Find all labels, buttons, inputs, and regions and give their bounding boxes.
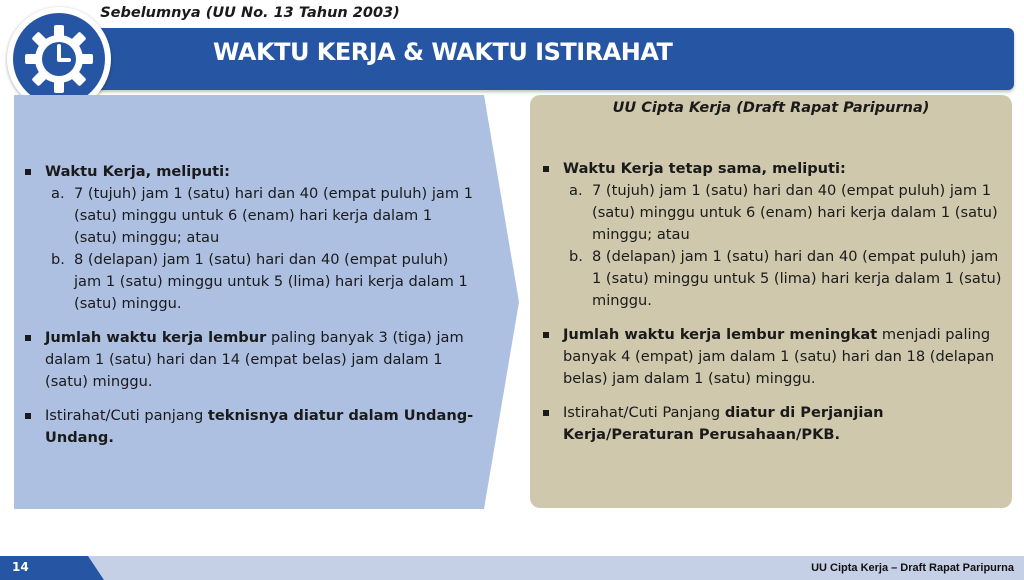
page-number: 14 bbox=[12, 560, 29, 574]
list-letter: a. bbox=[569, 182, 583, 199]
left-overtime-bold: Jumlah waktu kerja lembur bbox=[45, 329, 267, 346]
list-letter: b. bbox=[51, 251, 65, 268]
right-bullet-leave bbox=[540, 402, 1006, 446]
right-sub-item-a bbox=[540, 180, 1006, 246]
right-bullet-label: Waktu Kerja tetap sama, meliputi: bbox=[563, 160, 846, 177]
right-sub-item-text: 8 (delapan) jam 1 (satu) hari dan 40 (empat puluh) jam 1 (satu) minggu untuk 5 (lima) hari kerja dalam 1 (satu) minggu. bbox=[592, 248, 1002, 309]
left-bullet-overtime bbox=[22, 327, 477, 393]
right-bullet-working-time bbox=[540, 158, 1006, 180]
square-bullet-icon bbox=[543, 166, 549, 172]
left-sub-item-text: 7 (tujuh) jam 1 (satu) hari dan 40 (empat puluh) jam 1 (satu) minggu untuk 6 (enam) hari kerja dalam 1 (satu) minggu; atau bbox=[74, 185, 473, 246]
left-bullet-label: Waktu Kerja, meliputi: bbox=[45, 163, 230, 180]
right-overtime-text: menjadi paling banyak 4 (empat) jam dalam 1 (satu) hari dan 18 (delapan belas) jam dalam 1 (satu) minggu. bbox=[563, 326, 995, 387]
right-panel-content bbox=[540, 158, 1006, 446]
left-leave-text: Istirahat/Cuti panjang bbox=[45, 407, 208, 424]
left-sub-item-b bbox=[22, 249, 477, 315]
left-leave-bold: teknisnya diatur dalam Undang-Undang. bbox=[45, 407, 474, 446]
footer-text: UU Cipta Kerja – Draft Rapat Paripurna bbox=[811, 562, 1014, 574]
square-bullet-icon bbox=[25, 413, 31, 419]
right-sub-item-b bbox=[540, 246, 1006, 312]
page-title: WAKTU KERJA & WAKTU ISTIRAHAT bbox=[213, 38, 673, 66]
left-sub-item-text: 8 (delapan) jam 1 (satu) hari dan 40 (empat puluh) jam 1 (satu) minggu untuk 5 (lima) hari kerja dalam 1 (satu) minggu. bbox=[74, 251, 468, 312]
right-bullet-overtime bbox=[540, 324, 1006, 390]
square-bullet-icon bbox=[25, 169, 31, 175]
left-overtime-text: paling banyak 3 (tiga) jam dalam 1 (satu) hari dan 14 (empat belas) jam dalam 1 (satu) minggu. bbox=[45, 329, 464, 390]
logo-background bbox=[13, 13, 105, 105]
right-sub-item-text: 7 (tujuh) jam 1 (satu) hari dan 40 (empat puluh) jam 1 (satu) minggu untuk 6 (enam) hari kerja dalam 1 (satu) minggu; atau bbox=[592, 182, 998, 243]
left-bullet-leave bbox=[22, 405, 477, 449]
right-leave-text: Istirahat/Cuti Panjang bbox=[563, 404, 725, 421]
left-panel-content bbox=[22, 161, 477, 449]
list-letter: a. bbox=[51, 185, 65, 202]
left-panel-heading: Sebelumnya (UU No. 13 Tahun 2003) bbox=[100, 5, 400, 21]
gear-clock-icon bbox=[19, 19, 99, 99]
list-letter: b. bbox=[569, 248, 583, 265]
square-bullet-icon bbox=[543, 410, 549, 416]
right-panel-heading: UU Cipta Kerja (Draft Rapat Paripurna) bbox=[612, 100, 930, 116]
right-leave-bold: diatur di Perjanjian Kerja/Peraturan Perusahaan/PKB. bbox=[563, 404, 884, 443]
left-bullet-working-time bbox=[22, 161, 477, 183]
right-overtime-bold: Jumlah waktu kerja lembur meningkat bbox=[563, 326, 878, 343]
square-bullet-icon bbox=[25, 335, 31, 341]
left-sub-item-a bbox=[22, 183, 477, 249]
square-bullet-icon bbox=[543, 332, 549, 338]
